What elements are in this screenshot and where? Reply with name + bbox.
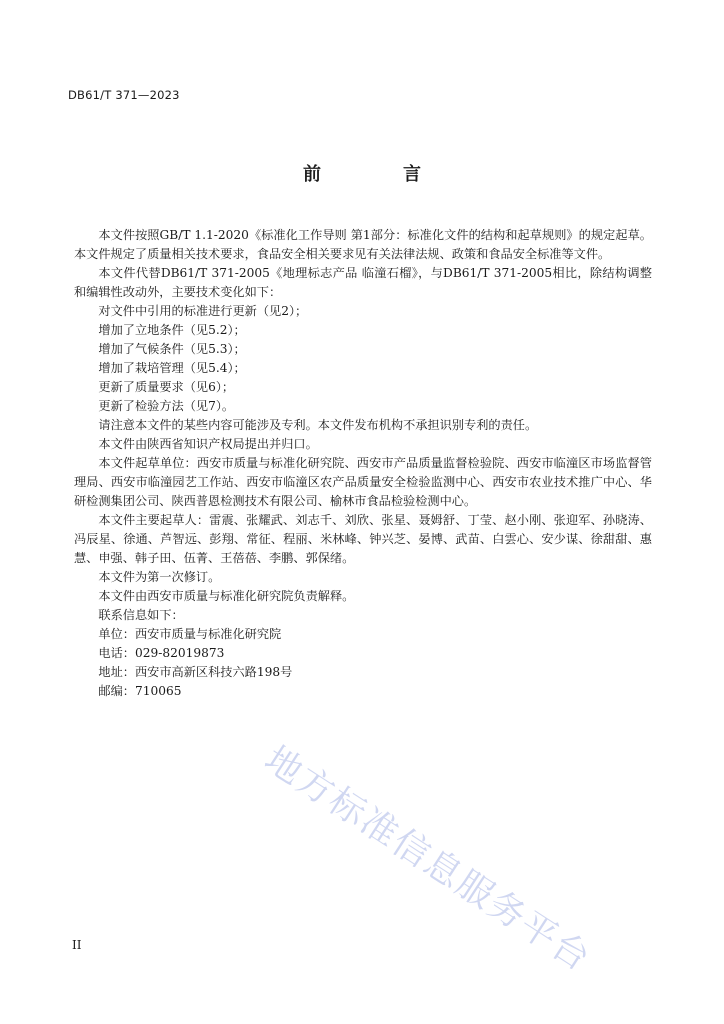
paragraph: 本文件为第一次修订。	[98, 570, 221, 584]
contact-line: 邮编：710065	[98, 684, 182, 698]
contact-line: 电话：029-82019873	[98, 646, 225, 660]
watermark-text: 地方标准信息服务平台	[257, 738, 599, 981]
page-title: 前 言	[303, 164, 453, 185]
paragraph: 本文件由西安市质量与标准化研究院负责解释。	[98, 589, 355, 603]
list-item: 增加了气候条件（见5.3）；	[98, 342, 246, 356]
paragraph: 请注意本文件的某些内容可能涉及专利。本文件发布机构不承担识别专利的责任。	[98, 418, 538, 432]
list-item: 更新了质量要求（见6）；	[98, 380, 235, 394]
paragraph: 本文件代替DB61/T 371-2005《地理标志产品 临潼石榴》，与DB61/T 371-2005相比，除结构调整和编辑性改动外，主要技术变化如下：	[74, 266, 652, 299]
document-code: DB61/T 371—2023	[68, 88, 180, 102]
paragraph: 联系信息如下：	[98, 608, 184, 622]
list-item: 对文件中引用的标准进行更新（见2）；	[98, 304, 308, 318]
paragraph: 本文件主要起草人：雷震、张耀武、刘志千、刘欣、张星、聂姆舒、丁莹、赵小刚、张迎军、孙晓涛、冯辰星、徐通、芦智远、彭翔、常征、程丽、米林峰、钟兴芝、晏博、武苗、白雲心、安少谋、徐甜甜、惠慧、申强、韩子田、伍菁、王蓓蓓、李鹏、郭保绪。	[74, 513, 652, 565]
contact-line: 单位：西安市质量与标准化研究院	[98, 627, 282, 641]
contact-line: 地址：西安市高新区科技六路198号	[98, 665, 293, 679]
paragraph: 本文件起草单位：西安市质量与标准化研究院、西安市产品质量监督检验院、西安市临潼区市场监督管理局、西安市临潼园艺工作站、西安市临潼区农产品质量安全检验监测中心、西安市农业技术推广中心、华研检测集团公司、陕西普恩检测技术有限公司、榆林市食品检验检测中心。	[74, 456, 652, 508]
foreword-body	[74, 226, 652, 701]
paragraph: 本文件由陕西省知识产权局提出并归口。	[98, 437, 318, 451]
paragraph: 本文件按照GB/T 1.1-2020《标准化工作导则 第1部分：标准化文件的结构和起草规则》的规定起草。本文件规定了质量相关技术要求，食品安全相关要求见有关法律法规、政策和食品安全标准等文件。	[74, 228, 652, 261]
list-item: 更新了检验方法（见7）。	[98, 399, 235, 413]
list-item: 增加了立地条件（见5.2）；	[98, 323, 246, 337]
list-item: 增加了栽培管理（见5.4）；	[98, 361, 246, 375]
page-number: II	[72, 938, 82, 952]
